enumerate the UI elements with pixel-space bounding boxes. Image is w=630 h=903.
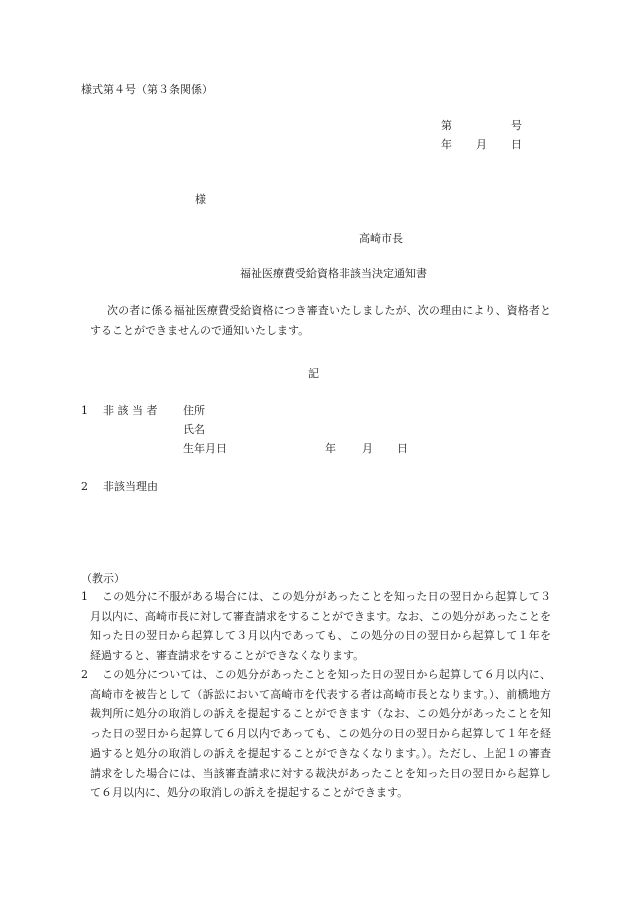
doc-number-prefix: 第 [441,119,452,132]
notice-item-number: 2 [81,668,88,681]
birth-day: 日 [397,442,408,455]
section-2-heading: 非該当理由 [103,480,158,493]
section-1-number: 1 [81,404,88,417]
date-day: 日 [511,138,522,151]
notice-item [81,587,551,666]
birth-label: 生年月日 [183,442,227,455]
date-year: 年 [441,138,452,151]
section-1-heading: 非 該 当 者 [103,404,158,417]
notice-item-number: 1 [81,590,88,603]
notice-heading: （教示） [81,572,125,585]
name-label: 氏名 [183,423,205,436]
notice-item-text: この処分に不服がある場合には、この処分があったことを知った日の翌日から起算して３月以内に、高崎市長に対して審査請求をすることができます。なお、この処分があったことを知った日の翌日から起算して３月以内であっても、この処分の日の翌日から起算して１年を経過すると、審査請求をすることができなくなります。 [90,590,552,663]
birth-month: 月 [362,442,373,455]
notice-item-text: この処分については、この処分があったことを知った日の翌日から起算して６月以内に、高崎市を被告として（訴訟において高崎市を代表する者は高崎市長となります。）、前橋地方裁判所に処分の取消しの訴えを提起することができます（なお、この処分があったことを知った日の翌日から起算して６月以内であっても、この処分の日の翌日から起算して１年を経過すると処分の取消しの訴えを提起することができなくなります。）。ただし、上記１の審査請求をした場合には、当該審査請求に対する裁決があったことを知った日の翌日から起算して６月以内に、処分の取消しの訴えを提起することができます。 [90,668,551,800]
address-label: 住所 [183,404,205,417]
birth-year: 年 [325,442,336,455]
ki-heading: 記 [308,367,319,380]
intro-text: 次の者に係る福祉医療費受給資格につき審査いたしましたが、次の理由により、資格者とすることができませんので通知いたします。 [90,304,551,337]
addressee-suffix: 様 [195,193,206,206]
section-2-number: 2 [81,480,88,493]
intro-paragraph [81,301,551,340]
document-title: 福祉医療費受給資格非該当決定通知書 [240,267,427,280]
doc-number-suffix: 号 [511,119,522,132]
form-label: 様式第４号（第３条関係） [81,83,213,96]
issuer: 高崎市長 [359,232,403,245]
date-month: 月 [476,138,487,151]
notice-item [81,665,551,803]
